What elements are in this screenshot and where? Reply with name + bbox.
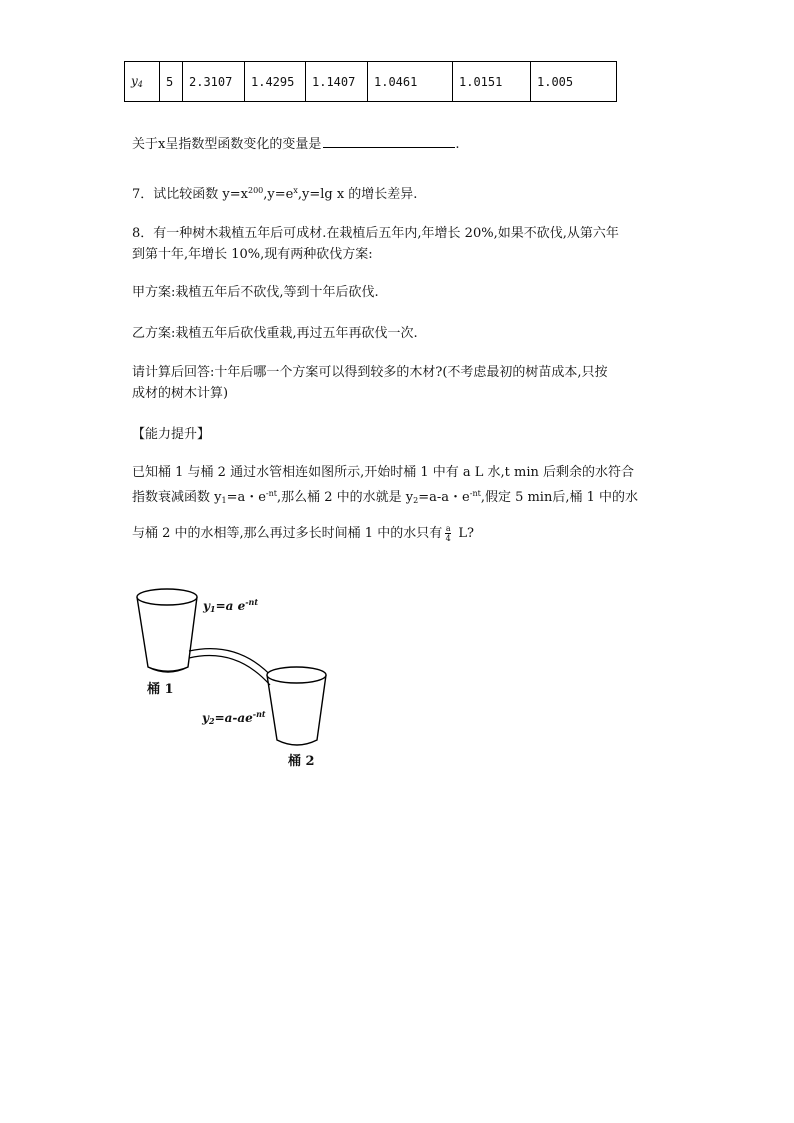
advanced-line-1: 已知桶 1 与桶 2 通过水管相连如图所示,开始时桶 1 中有 a L 水,t min 后剩余的水符合	[132, 465, 634, 480]
bucket-1-label: 桶 1	[147, 682, 174, 697]
answer-blank[interactable]	[323, 135, 455, 148]
question-8-line-2: 到第十年,年增长 10%,现有两种砍伐方案:	[132, 247, 373, 262]
table-cell: 1.0151	[453, 62, 531, 102]
section-title: 【能力提升】	[132, 427, 211, 442]
bucket-1	[137, 589, 197, 672]
data-table	[124, 61, 617, 102]
table-cell: 1.0461	[368, 62, 453, 102]
table-row	[125, 62, 617, 102]
plan-b: 乙方案:栽植五年后砍伐重栽,再过五年再砍伐一次.	[132, 326, 418, 341]
table-cell: 1.4295	[245, 62, 306, 102]
table-row-label: $y_4$	[125, 62, 160, 102]
pipe	[189, 649, 275, 685]
formula-y2: $y_2=a-ae^{-nt}$	[202, 709, 266, 726]
advanced-line-2: 指数衰减函数 $y_1=a$・$e^{-nt}$,那么桶 2 中的水就是 $y_2=a-a$・$e^{-nt}$,假定 5 min后,桶 1 中的水	[132, 489, 639, 505]
table-cell: 1.1407	[306, 62, 368, 102]
table-cell: 1.005	[531, 62, 617, 102]
question-7: 7．试比较函数 $y=x^{200},y=e^x,y=\lg$ x 的增长差异.	[132, 186, 418, 202]
question-6-text: 关于x呈指数型函数变化的变量是 .	[132, 137, 460, 152]
table-cell: 5	[160, 62, 183, 102]
question-8-line-1: 8．有一种树木栽植五年后可成材.在栽植后五年内,年增长 20%,如果不砍伐,从第六年	[132, 226, 619, 241]
question-8-ask-2: 成材的树木计算)	[132, 386, 229, 401]
plan-a: 甲方案:栽植五年后不砍伐,等到十年后砍伐.	[132, 285, 379, 300]
bucket-2-label: 桶 2	[288, 754, 315, 769]
fraction: $\frac{a}{4}$	[445, 524, 451, 543]
bucket-2	[267, 667, 326, 745]
question-8-ask-1: 请计算后回答:十年后哪一个方案可以得到较多的木材?(不考虑最初的树苗成本,只按	[132, 365, 608, 380]
table-cell: 2.3107	[183, 62, 245, 102]
formula-y1: $y_1=a$ $e^{-nt}$	[203, 597, 259, 614]
advanced-line-3: 与桶 2 中的水相等,那么再过多长时间桶 1 中的水只有 $\frac{a}{4}$ L?	[132, 524, 474, 543]
